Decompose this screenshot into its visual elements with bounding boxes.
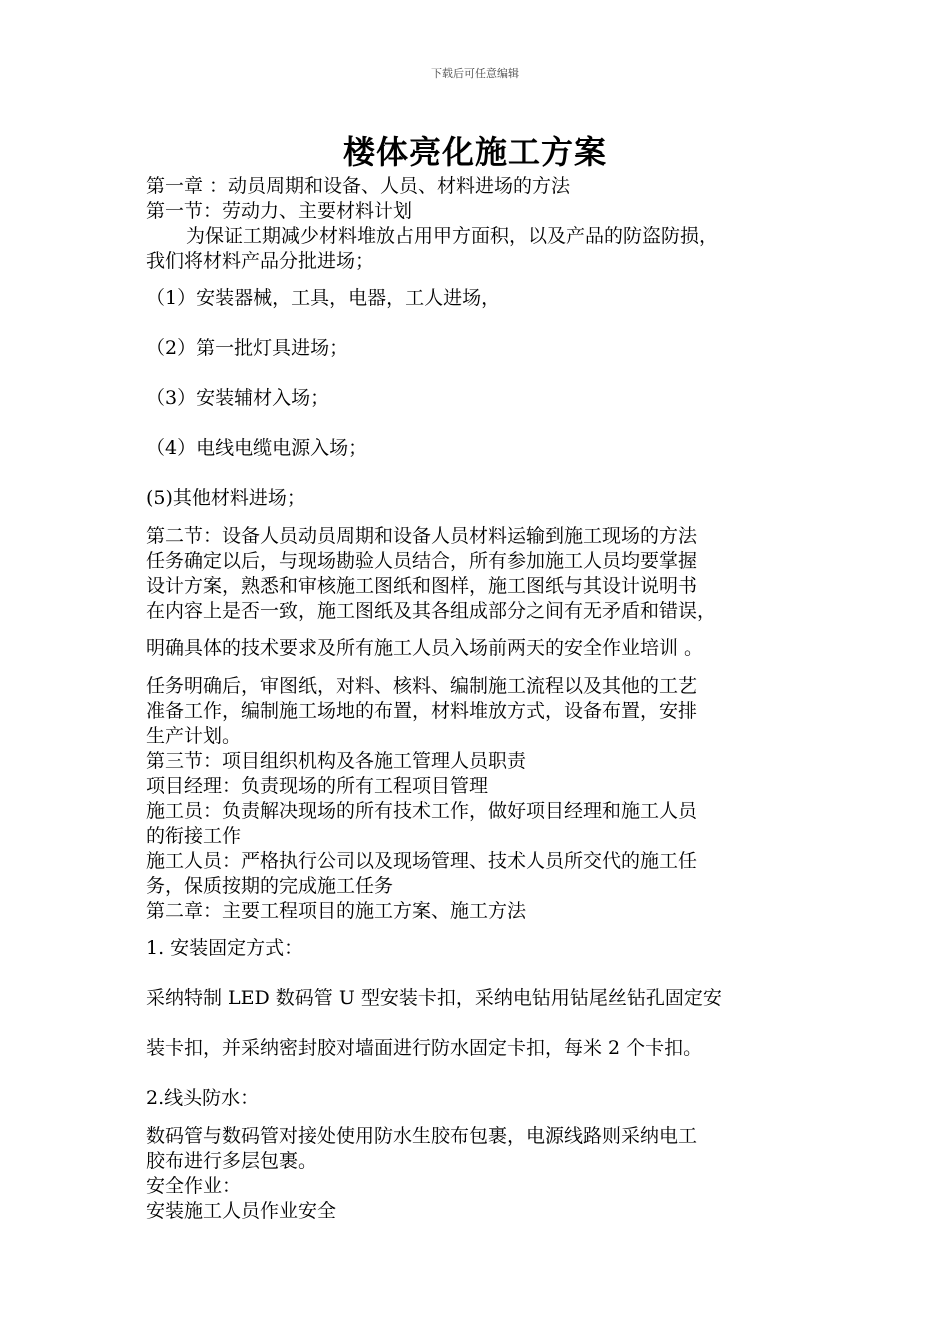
list-item-5: (5)其他材料进场；	[146, 487, 306, 509]
download-note: 下载后可任意编辑	[431, 67, 519, 80]
safety-line-1: 安装施工人员作业安全	[146, 1200, 337, 1222]
section-2-line-1: 第二节：设备人员动员周期和设备人员材料运输到施工现场的方法	[146, 525, 698, 547]
paragraph-1-line-2: 我们将材料产品分批进场；	[146, 250, 375, 272]
paragraph-1-line-1: 为保证工期减少材料堆放占用甲方面积，以及产品的防盗防损，	[186, 225, 719, 247]
waterproof-line-1: 数码管与数码管对接处使用防水生胶布包裹，电源线路则采纳电工	[146, 1125, 698, 1147]
list-item-1: （1）安装器械，工具，电器，工人进场，	[146, 287, 501, 309]
list-item-2: （2）第一批灯具进场；	[146, 337, 349, 359]
document-title: 楼体亮化施工方案	[342, 133, 607, 171]
section-1-heading: 第一节：劳动力、主要材料计划	[146, 200, 413, 222]
role-workers-line-2: 务，保质按期的完成施工任务	[146, 875, 394, 897]
section-2-line-5: 明确具体的技术要求及所有施工人员入场前两天的安全作业培训 。	[146, 637, 704, 659]
task-line-2: 准备工作，编制施工场地的布置，材料堆放方式，设备布置，安排	[146, 700, 698, 722]
safety-heading: 安全作业：	[146, 1175, 242, 1197]
list-item-4: （4）电线电缆电源入场；	[146, 437, 368, 459]
section-2-line-3: 设计方案，熟悉和审核施工图纸和图样，施工图纸与其设计说明书	[146, 575, 698, 597]
waterproof-line-2: 胶布进行多层包裹。	[146, 1150, 318, 1172]
role-technician-line-1: 施工员：负责解决现场的所有技术工作，做好项目经理和施工人员	[146, 800, 698, 822]
section-3-heading: 第三节：项目组织机构及各施工管理人员职责	[146, 750, 527, 772]
chapter-1-heading: 第一章 ：动员周期和设备、人员、材料进场的方法	[146, 175, 571, 197]
install-line-1: 采纳特制 LED 数码管 U 型安装卡扣，采纳电钻用钻尾丝钻孔固定安	[146, 987, 722, 1009]
section-2-line-4: 在内容上是否一致，施工图纸及其各组成部分之间有无矛盾和错误，	[146, 600, 717, 622]
subheading-install: 1. 安装固定方式：	[146, 937, 304, 959]
install-line-2: 装卡扣，并采纳密封胶对墙面进行防水固定卡扣，每米 2 个卡扣。	[146, 1037, 703, 1059]
task-line-1: 任务明确后，审图纸，对料、核料、编制施工流程以及其他的工艺	[146, 675, 698, 697]
task-line-3: 生产计划。	[146, 725, 242, 747]
role-technician-line-2: 的衔接工作	[146, 825, 242, 847]
section-2-line-2: 任务确定以后，与现场勘验人员结合，所有参加施工人员均要掌握	[146, 550, 698, 572]
role-project-manager: 项目经理：负责现场的所有工程项目管理	[146, 775, 489, 797]
role-workers-line-1: 施工人员：严格执行公司以及现场管理、技术人员所交代的施工任	[146, 850, 698, 872]
subheading-waterproof: 2.线头防水：	[146, 1087, 260, 1109]
chapter-2-heading: 第二章：主要工程项目的施工方案、施工方法	[146, 900, 527, 922]
list-item-3: （3）安装辅材入场；	[146, 387, 330, 409]
